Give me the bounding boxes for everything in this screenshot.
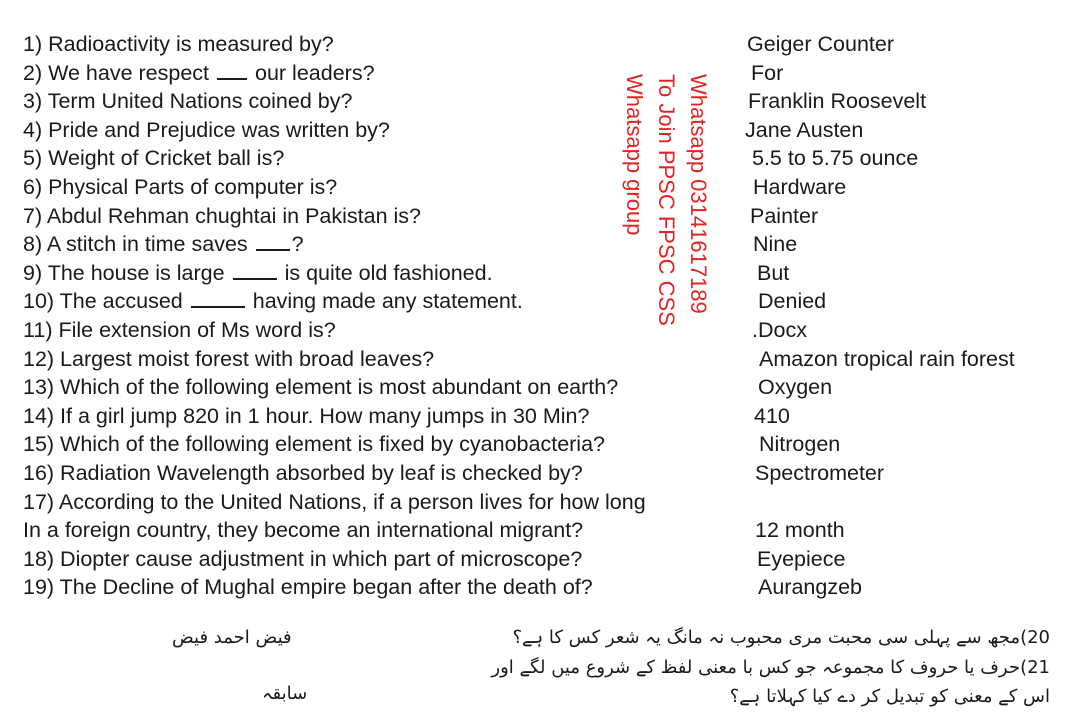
question-row-12 — [23, 345, 1073, 374]
blank-line — [191, 288, 245, 308]
watermark-line-3: Whatsapp group — [622, 74, 647, 236]
question-21-number: (21 — [1020, 657, 1050, 678]
question-text: 13) Which of the following element is most abundant on earth? — [23, 375, 619, 400]
question-row-4 — [23, 116, 1073, 145]
question-text: 9) The house is large is quite old fashioned. — [23, 260, 493, 285]
question-text: 10) The accused having made any statement. — [23, 289, 523, 314]
answer-text: For — [751, 60, 784, 85]
question-20-number: (20 — [1020, 627, 1050, 648]
answer-text: Aurangzeb — [758, 575, 862, 600]
answer-20-text: فیض احمد فیض — [172, 627, 292, 648]
question-row-1 — [23, 30, 1073, 59]
answer-text: Hardware — [753, 174, 847, 199]
blank-line — [256, 231, 290, 251]
question-text: 14) If a girl jump 820 in 1 hour. How many jumps in 30 Min? — [23, 403, 590, 428]
watermark-line-2: To Join PPSC FPSC CSS — [654, 74, 679, 326]
answer-text: .Docx — [752, 317, 807, 342]
question-row-6 — [23, 173, 1073, 202]
question-row-11 — [23, 316, 1073, 345]
question-text: 12) Largest moist forest with broad leaves? — [23, 346, 435, 371]
question-20-text: مجھ سے پہلی سی محبت مری محبوب نہ مانگ یہ شعر کس کا ہے؟ — [512, 627, 1020, 648]
answer-text: Amazon tropical rain forest — [759, 346, 1015, 371]
answer-text: Franklin Roosevelt — [748, 89, 927, 114]
watermark-line-1: Whatsapp 03141617189 — [686, 74, 711, 314]
question-text: 8) A stitch in time saves ? — [23, 232, 304, 257]
answer-text: 410 — [754, 403, 790, 428]
question-row-5 — [23, 144, 1073, 173]
question-text: 2) We have respect our leaders? — [23, 60, 375, 85]
question-21-text-line-1: حرف یا حروف کا مجموعہ جو کس با معنی لفظ کے شروع میں لگے اور — [491, 657, 1020, 678]
question-row-9 — [23, 259, 1073, 288]
question-row-18 — [23, 545, 1073, 574]
question-row-10 — [23, 287, 1073, 316]
question-answer-list — [23, 30, 1073, 602]
answer-text: Nitrogen — [759, 432, 841, 457]
question-row-2 — [23, 59, 1073, 88]
question-text: 16) Radiation Wavelength absorbed by leaf is checked by? — [23, 460, 583, 485]
question-row-13 — [23, 373, 1073, 402]
blank-line — [233, 260, 277, 280]
question-text: 11) File extension of Ms word is? — [23, 317, 336, 342]
question-text: 7) Abdul Rehman chughtai in Pakistan is? — [23, 203, 421, 228]
answer-21-text: سابقہ — [262, 683, 308, 704]
answer-text: Denied — [758, 289, 827, 314]
blank-line — [217, 60, 247, 80]
answer-text: Jane Austen — [745, 117, 864, 142]
question-row-8 — [23, 230, 1073, 259]
whatsapp-watermark — [595, 74, 715, 344]
question-text: 3) Term United Nations coined by? — [23, 89, 353, 114]
question-row-17-continued — [23, 516, 1073, 545]
question-text: In a foreign country, they become an international migrant? — [23, 518, 584, 543]
question-text: 18) Diopter cause adjustment in which part of microscope? — [23, 546, 583, 571]
answer-text: Oxygen — [758, 375, 833, 400]
question-row-16 — [23, 459, 1073, 488]
question-row-14 — [23, 402, 1073, 431]
question-text: 5) Weight of Cricket ball is? — [23, 146, 285, 171]
question-text: 6) Physical Parts of computer is? — [23, 174, 338, 199]
question-text: 15) Which of the following element is fixed by cyanobacteria? — [23, 432, 606, 457]
answer-text: Eyepiece — [757, 546, 846, 571]
question-row-15 — [23, 430, 1073, 459]
question-text: 19) The Decline of Mughal empire began after the death of? — [23, 575, 593, 600]
answer-text: Geiger Counter — [747, 32, 894, 56]
answer-text: 12 month — [755, 518, 845, 543]
question-text: 4) Pride and Prejudice was written by? — [23, 117, 390, 142]
question-text: 17) According to the United Nations, if a person lives for how long — [23, 489, 646, 514]
question-row-17 — [23, 488, 1073, 517]
question-row-7 — [23, 202, 1073, 231]
question-21-text-line-2: اس کے معنی کو تبدیل کر دے کیا کہلاتا ہے؟ — [729, 686, 1050, 707]
question-text: 1) Radioactivity is measured by? — [23, 32, 334, 56]
question-row-19 — [23, 573, 1073, 602]
answer-text: But — [757, 260, 790, 285]
answer-text: 5.5 to 5.75 ounce — [752, 146, 919, 171]
answer-text: Spectrometer — [755, 460, 885, 485]
question-row-3 — [23, 87, 1073, 116]
answer-text: Nine — [753, 232, 798, 257]
answer-text: Painter — [750, 203, 819, 228]
